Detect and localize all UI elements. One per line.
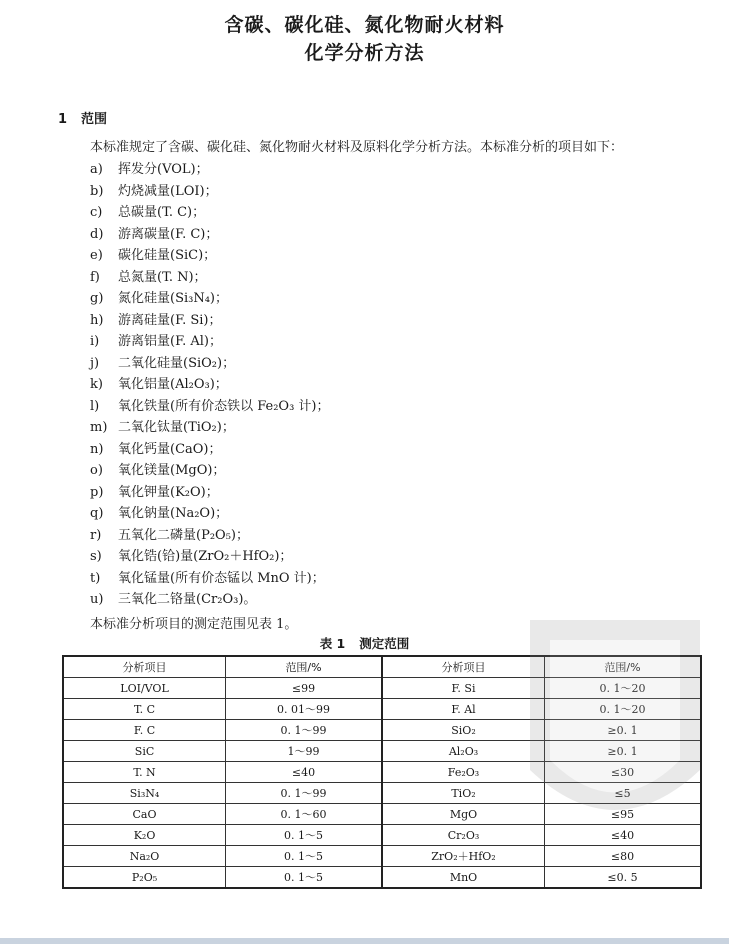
list-item-text: 挥发分(VOL)；	[118, 162, 209, 177]
table-cell-item: T. C	[63, 699, 226, 720]
list-item-label: h)	[90, 312, 104, 328]
table-cell-item: Si₃N₄	[63, 783, 226, 804]
table-cell-range: 0. 1～5	[226, 846, 382, 867]
column-header-range: 范围/%	[544, 656, 701, 678]
list-item	[90, 482, 330, 504]
list-item-text: 碳化硅量(SiC)；	[118, 248, 217, 263]
table-cell-range: 0. 1～20	[544, 678, 701, 699]
table-cell-item: Fe₂O₃	[382, 762, 544, 783]
table-caption	[0, 634, 729, 652]
list-item	[90, 503, 330, 525]
list-item-label: k)	[90, 377, 103, 392]
section-title: 范围	[81, 112, 108, 127]
section-heading	[58, 108, 107, 127]
table-row	[63, 783, 701, 804]
list-item	[90, 568, 330, 590]
list-item-text: 氮化硅量(Si₃N₄)；	[118, 291, 229, 306]
list-item-text: 氧化铝量(Al₂O₃)；	[118, 377, 228, 392]
document-title-line-1: 含碳、碳化硅、氮化物耐火材料	[224, 14, 505, 36]
list-item-text: 二氧化硅量(SiO₂)；	[118, 355, 236, 371]
list-item-label: c)	[90, 205, 103, 220]
table-caption-text: 测定范围	[359, 636, 410, 651]
list-item-text: 总氮量(T. N)；	[118, 269, 207, 285]
table-cell-item: F. Si	[382, 678, 544, 699]
list-item-label: o)	[90, 463, 103, 478]
list-item	[90, 267, 330, 289]
table-row	[63, 720, 701, 741]
table-cell-range: 0. 1～60	[226, 804, 382, 825]
list-item-label: e)	[90, 248, 103, 263]
table-cell-item: TiO₂	[382, 783, 544, 804]
list-item-label: p)	[90, 484, 104, 500]
bottom-scroll-bar	[0, 938, 729, 944]
list-item-label: r)	[90, 527, 102, 543]
table-cell-item: T. N	[63, 762, 226, 783]
table-cell-item: MnO	[382, 867, 544, 889]
table-cell-item: Na₂O	[63, 846, 226, 867]
table-row	[63, 867, 701, 889]
document-title-line-2: 化学分析方法	[304, 42, 425, 64]
table-cell-range: ≤0. 5	[544, 867, 701, 889]
table-cell-item: K₂O	[63, 825, 226, 846]
list-item-text: 氧化钾量(K₂O)；	[118, 484, 219, 500]
list-item	[90, 460, 330, 482]
table-cell-item: SiO₂	[382, 720, 544, 741]
list-item-label: b)	[90, 183, 104, 199]
table-cell-range: 0. 1～5	[226, 867, 382, 889]
list-item	[90, 181, 330, 203]
table-header-row	[63, 656, 701, 678]
table-cell-item: Cr₂O₃	[382, 825, 544, 846]
list-item	[90, 224, 330, 246]
list-item	[90, 546, 330, 568]
list-item-text: 游离碳量(F. C)；	[118, 226, 219, 242]
list-item-label: f)	[90, 269, 100, 285]
table-row	[63, 678, 701, 699]
list-item-label: l)	[90, 398, 100, 414]
list-item-text: 总碳量(T. C)；	[118, 205, 206, 220]
table-cell-item: SiC	[63, 741, 226, 762]
table-cell-range: ≤95	[544, 804, 701, 825]
list-item-text: 氧化钙量(CaO)；	[118, 441, 222, 457]
table-row	[63, 699, 701, 720]
list-item-label: q)	[90, 506, 104, 521]
section-number: 1	[58, 112, 68, 127]
list-item-label: u)	[90, 592, 104, 607]
list-item-label: n)	[90, 441, 104, 457]
list-item-text: 氧化镁量(MgO)；	[118, 463, 226, 478]
table-row	[63, 825, 701, 846]
list-item-label: j)	[90, 355, 100, 371]
list-item-text: 二氧化钛量(TiO₂)；	[118, 420, 235, 435]
table-number: 表 1	[319, 636, 346, 651]
list-item-label: i)	[90, 334, 100, 349]
list-item	[90, 245, 330, 267]
table-cell-range: 1～99	[226, 741, 382, 762]
list-item-label: t)	[90, 570, 101, 586]
table-cell-item: ZrO₂＋HfO₂	[382, 846, 544, 867]
list-item-label: a)	[90, 162, 103, 177]
list-item	[90, 374, 330, 396]
list-item	[90, 310, 330, 332]
table-cell-item: F. C	[63, 720, 226, 741]
table-cell-range: ≤99	[226, 678, 382, 699]
table-cell-item: LOI/VOL	[63, 678, 226, 699]
table-cell-range: 0. 1～99	[226, 720, 382, 741]
column-header-range: 范围/%	[226, 656, 382, 678]
table-cell-range: ≤5	[544, 783, 701, 804]
list-item-label: m)	[90, 420, 108, 435]
list-item	[90, 525, 330, 547]
table-cell-range: ≤40	[544, 825, 701, 846]
table-row	[63, 741, 701, 762]
list-item-label: d)	[90, 226, 104, 242]
list-item	[90, 331, 330, 353]
list-item-text: 氧化铁量(所有价态铁以 Fe₂O₃ 计)；	[118, 398, 330, 414]
analysis-items-list	[90, 159, 330, 611]
measurement-range-table	[62, 655, 702, 889]
column-header-item: 分析项目	[63, 656, 226, 678]
list-item	[90, 353, 330, 375]
list-item-text: 氧化锆(铪)量(ZrO₂＋HfO₂)；	[118, 549, 293, 564]
list-item-label: g)	[90, 291, 104, 306]
list-item	[90, 202, 330, 224]
table-cell-range: ≥0. 1	[544, 720, 701, 741]
column-header-item: 分析项目	[382, 656, 544, 678]
table-cell-item: P₂O₅	[63, 867, 226, 889]
list-item-text: 游离硅量(F. Si)；	[118, 312, 222, 328]
table-row	[63, 804, 701, 825]
table-cell-range: ≥0. 1	[544, 741, 701, 762]
table-cell-range: 0. 1～5	[226, 825, 382, 846]
intro-paragraph: 本标准规定了含碳、碳化硅、氮化物耐火材料及原料化学分析方法。本标准分析的项目如下：	[90, 140, 624, 155]
table-cell-range: ≤40	[226, 762, 382, 783]
list-item-text: 氧化锰量(所有价态锰以 MnO 计)；	[118, 570, 325, 586]
list-item-label: s)	[90, 549, 102, 564]
table-cell-range: 0. 1～20	[544, 699, 701, 720]
list-item	[90, 417, 330, 439]
table-cell-range: 0. 01～99	[226, 699, 382, 720]
table-reference-sentence: 本标准分析项目的测定范围见表 1。	[90, 617, 298, 632]
table-cell-item: F. Al	[382, 699, 544, 720]
list-item	[90, 159, 330, 181]
table-body	[63, 678, 701, 889]
table-cell-range: ≤80	[544, 846, 701, 867]
table-cell-item: MgO	[382, 804, 544, 825]
list-item	[90, 589, 330, 611]
table-cell-item: Al₂O₃	[382, 741, 544, 762]
list-item-text: 游离铝量(F. Al)；	[118, 334, 222, 349]
list-item-text: 氧化钠量(Na₂O)；	[118, 506, 229, 521]
list-item	[90, 439, 330, 461]
list-item-text: 灼烧减量(LOI)；	[118, 183, 218, 199]
table-row	[63, 846, 701, 867]
list-item-text: 三氧化二铬量(Cr₂O₃)。	[118, 592, 257, 607]
list-item-text: 五氧化二磷量(P₂O₅)；	[118, 527, 249, 543]
list-item	[90, 396, 330, 418]
table-cell-range: ≤30	[544, 762, 701, 783]
table-cell-range: 0. 1～99	[226, 783, 382, 804]
table-row	[63, 762, 701, 783]
list-item	[90, 288, 330, 310]
table-cell-item: CaO	[63, 804, 226, 825]
